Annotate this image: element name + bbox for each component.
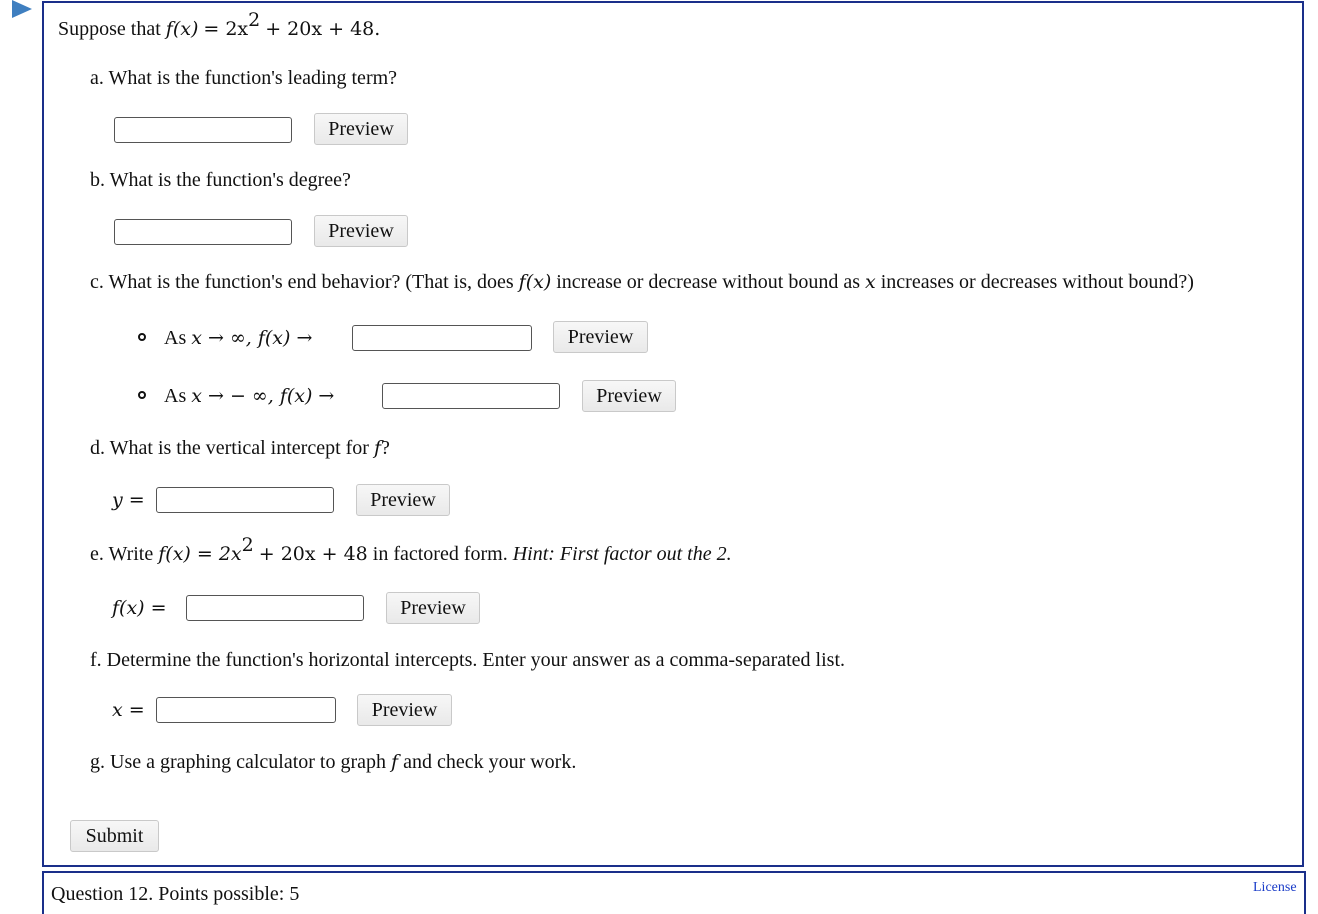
part-g-f: f xyxy=(391,751,399,773)
part-c-x: x xyxy=(865,271,876,293)
part-e-answer-lhs: f(x) = xyxy=(112,597,167,619)
part-b-preview-button[interactable]: Preview xyxy=(314,215,408,247)
part-d-text-post: ? xyxy=(381,437,390,459)
part-c-label xyxy=(90,270,1194,294)
collapse-triangle-icon[interactable] xyxy=(12,0,32,18)
function-lhs: f(x) xyxy=(165,18,199,40)
intro-text: Suppose that xyxy=(58,18,161,40)
part-d-f: f xyxy=(373,437,382,459)
function-exponent: 2 xyxy=(248,9,261,31)
part-f-input[interactable] xyxy=(156,697,336,723)
part-c-item1-preview-button[interactable]: Preview xyxy=(553,321,648,353)
part-c-item1-math: x → ∞, f(x) → xyxy=(191,327,313,349)
part-c-item1-input[interactable] xyxy=(352,325,532,351)
part-e-math-a: f(x) = 2x xyxy=(158,543,242,565)
part-c-item1-pre: As xyxy=(164,327,187,349)
part-e-hint: Hint: First factor out the 2. xyxy=(512,543,732,565)
part-d-text-pre: d. What is the vertical intercept for xyxy=(90,437,369,459)
part-b-input[interactable] xyxy=(114,219,292,245)
part-f-answer-lhs: x = xyxy=(112,699,145,721)
license-link[interactable]: License xyxy=(1253,880,1297,895)
list-bullet-icon xyxy=(138,333,146,341)
part-c-fx: f(x) xyxy=(518,271,552,293)
part-d-preview-button[interactable]: Preview xyxy=(356,484,450,516)
part-c-item2-label xyxy=(164,384,334,408)
part-c-item2-math: x → − ∞, f(x) → xyxy=(191,385,335,407)
part-e-text-mid: in factored form. xyxy=(372,543,508,565)
part-e-label xyxy=(90,534,732,566)
part-c-item1-label xyxy=(164,326,312,350)
part-d-input[interactable] xyxy=(156,487,334,513)
part-e-exponent: 2 xyxy=(241,534,254,556)
part-d-answer-lhs: y = xyxy=(112,489,145,511)
part-c-text-post: increases or decreases without bound?) xyxy=(880,271,1194,293)
part-c-text-pre: c. What is the function's end behavior? (That is, does xyxy=(90,271,514,293)
part-b-label: b. What is the function's degree? xyxy=(90,169,351,191)
part-a-input[interactable] xyxy=(114,117,292,143)
function-rhs-a: = 2x xyxy=(203,18,249,40)
next-question-title: Question 12. Points possible: 5 xyxy=(51,883,300,905)
question-intro xyxy=(58,9,381,41)
part-e-math-b: + 20x + 48 xyxy=(258,543,368,565)
part-a-preview-button[interactable]: Preview xyxy=(314,113,408,145)
part-c-item2-input[interactable] xyxy=(382,383,560,409)
part-f-label: f. Determine the function's horizontal intercepts. Enter your answer as a comma-separated list. xyxy=(90,649,845,671)
part-e-preview-button[interactable]: Preview xyxy=(386,592,480,624)
part-g-text-post: and check your work. xyxy=(403,751,577,773)
part-c-item2-preview-button[interactable]: Preview xyxy=(582,380,676,412)
function-rhs-b: + 20x + 48. xyxy=(265,18,381,40)
list-bullet-icon xyxy=(138,391,146,399)
part-g-text-pre: g. Use a graphing calculator to graph xyxy=(90,751,387,773)
part-a-label: a. What is the function's leading term? xyxy=(90,67,398,89)
part-c-item2-pre: As xyxy=(164,385,187,407)
part-d-label xyxy=(90,436,390,460)
part-c-text-mid: increase or decrease without bound as xyxy=(556,271,861,293)
part-e-text-pre: e. Write xyxy=(90,543,154,565)
part-f-preview-button[interactable]: Preview xyxy=(357,694,452,726)
part-e-input[interactable] xyxy=(186,595,364,621)
submit-button[interactable]: Submit xyxy=(70,820,159,852)
part-g-label xyxy=(90,750,576,774)
